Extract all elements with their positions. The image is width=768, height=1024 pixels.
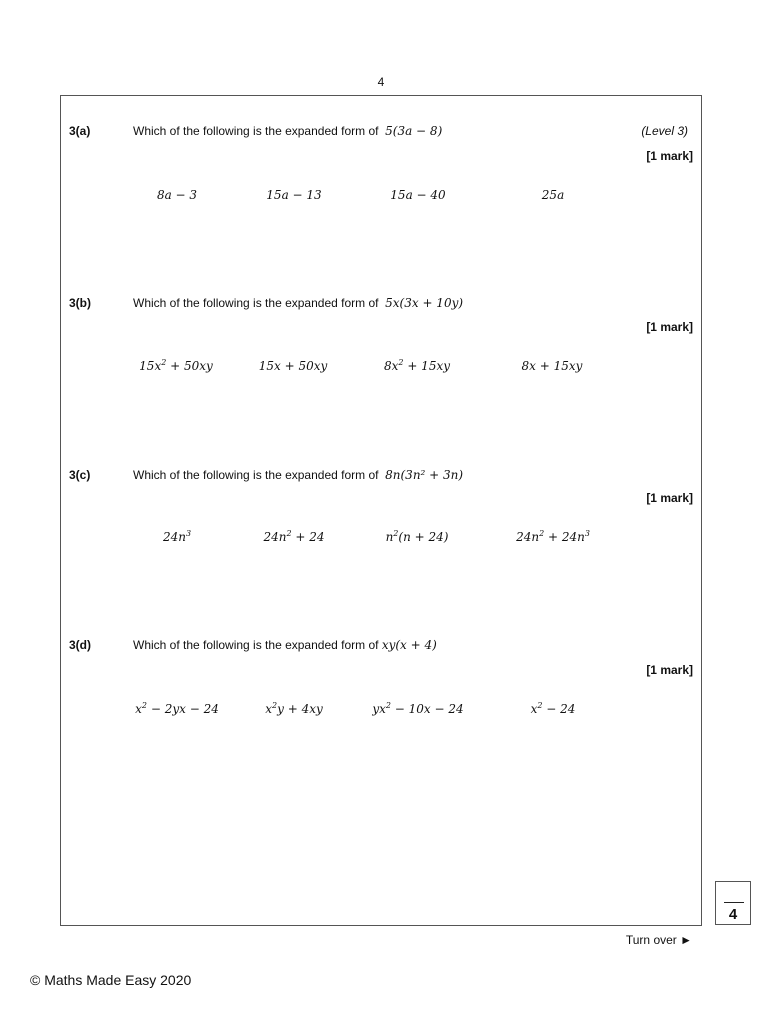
- answer-option-3a-1[interactable]: 8a − 3: [156, 188, 198, 202]
- answer-option-3b-1[interactable]: $15x^2 + 50xy$: [139, 358, 213, 373]
- mark-label-3a: [1 mark]: [646, 149, 693, 163]
- answer-option-3d-3[interactable]: $yx^2 - 10x - 24$: [372, 701, 464, 716]
- question-prompt: Which of the following is the expanded form of: [133, 296, 379, 310]
- question-expression: 5x(3x + 10y): [385, 296, 464, 310]
- question-number-3d: 3(d): [69, 638, 91, 652]
- question-number-3b: 3(b): [69, 296, 91, 310]
- question-prompt: Which of the following is the expanded form of: [133, 124, 379, 138]
- question-expression: xy(x + 4): [381, 638, 437, 652]
- question-text-3b: [133, 296, 463, 310]
- question-text-3d: [133, 638, 437, 652]
- copyright-footer: © Maths Made Easy 2020: [30, 972, 192, 988]
- answer-option-3c-4[interactable]: $24n^2 + 24n^3$: [516, 529, 590, 544]
- question-prompt: Which of the following is the expanded form of: [133, 468, 379, 482]
- answer-option-3d-4[interactable]: $x^2 - 24$: [530, 701, 576, 716]
- answer-option-3c-3[interactable]: $n^2(n + 24)$: [385, 529, 449, 544]
- score-divider: [724, 902, 744, 903]
- mark-label-3b: [1 mark]: [646, 320, 693, 334]
- answer-option-3a-3[interactable]: 15a − 40: [390, 188, 446, 202]
- answer-option-3d-1[interactable]: $x^2 - 2yx - 24$: [135, 701, 219, 716]
- answer-option-3c-1[interactable]: $24n^3$: [162, 529, 192, 544]
- answer-option-3b-4[interactable]: 8x + 15xy: [521, 359, 583, 373]
- question-frame: [60, 95, 702, 926]
- question-expression: 8n(3n² + 3n): [385, 468, 464, 482]
- score-value: 4: [728, 906, 738, 923]
- level-label: (Level 3): [641, 124, 688, 138]
- answer-option-3b-2[interactable]: 15x + 50xy: [258, 359, 328, 373]
- question-expression: 5(3a − 8): [385, 124, 443, 138]
- answer-option-3a-2[interactable]: 15a − 13: [266, 188, 322, 202]
- answer-option-3a-4[interactable]: 25a: [541, 188, 565, 202]
- question-number-3a: 3(a): [69, 124, 91, 138]
- question-number-3c: 3(c): [69, 468, 91, 482]
- question-text-3a: [133, 124, 442, 138]
- turn-over-label: Turn over ►: [625, 933, 692, 947]
- page-number: 4: [377, 75, 385, 89]
- mark-label-3d: [1 mark]: [646, 663, 693, 677]
- question-prompt: Which of the following is the expanded form of: [133, 638, 379, 652]
- answer-option-3d-2[interactable]: $x^2y + 4xy$: [265, 701, 323, 716]
- mark-label-3c: [1 mark]: [646, 491, 693, 505]
- answer-option-3b-3[interactable]: $8x^2 + 15xy$: [384, 358, 450, 373]
- score-box: [715, 881, 751, 925]
- answer-option-3c-2[interactable]: $24n^2 + 24$: [263, 529, 325, 544]
- question-text-3c: [133, 468, 463, 482]
